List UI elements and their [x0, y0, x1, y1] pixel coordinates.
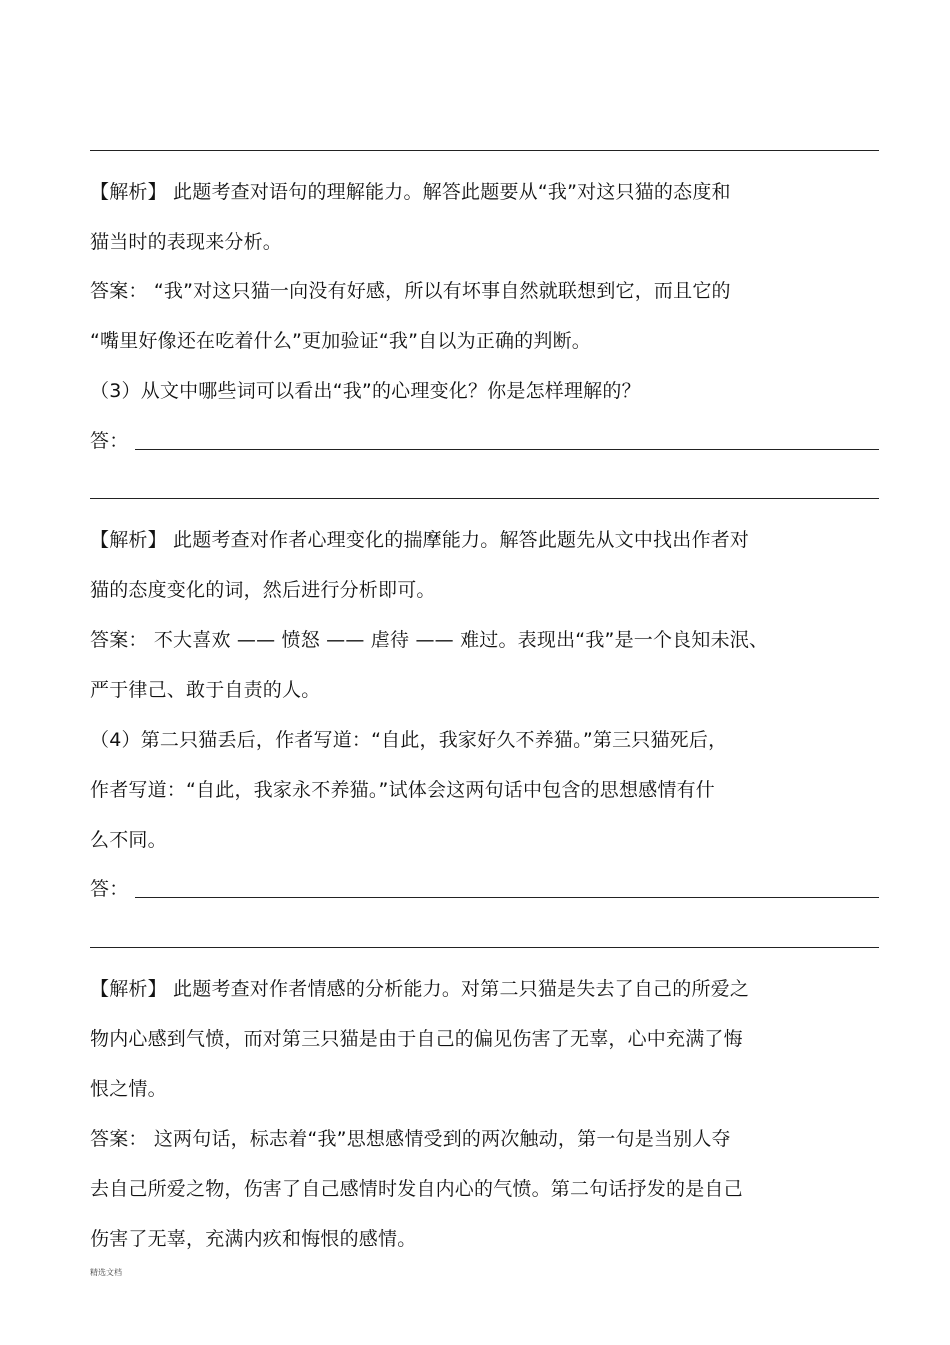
answer-4-content-line-3: 伤害了无辜，充满内疚和悔恨的感情。: [90, 1228, 417, 1250]
answer-3-content-line-1: 答案： 不大喜欢 —— 愤怒 —— 虐待 —— 难过。表现出“我”是一个良知未泯、: [90, 629, 769, 651]
footer-watermark: 精选文档: [90, 1268, 122, 1277]
answer-4-blank-line: [135, 897, 879, 898]
analysis-2-line-1: 【解析】 此题考查对语句的理解能力。解答此题要从“我”对这只猫的态度和: [90, 181, 731, 203]
question-4-line-2: 作者写道：“自此，我家永不养猫。”试体会这两句话中包含的思想感情有什: [90, 779, 715, 801]
answer-2-line-1: 答案： “我”对这只猫一向没有好感，所以有坏事自然就联想到它，而且它的: [90, 280, 731, 302]
answer-4-content-line-1: 答案： 这两句话，标志着“我”思想感情受到的两次触动，第一句是当别人夺: [90, 1128, 731, 1150]
question-4-line-1: （4）第二只猫丢后，作者写道：“自此，我家好久不养猫。”第三只猫死后，: [90, 729, 728, 751]
question-3: （3）从文中哪些词可以看出“我”的心理变化？你是怎样理解的？: [90, 380, 641, 402]
answer-4-content-line-2: 去自己所爱之物，伤害了自己感情时发自内心的气愤。第二句话抒发的是自己: [90, 1178, 743, 1200]
answer-3-row: [90, 429, 128, 453]
answer-3-blank-line-2: [90, 498, 879, 499]
answer-3-label: 答：: [90, 430, 129, 452]
question-4-line-3: 么不同。: [90, 829, 167, 851]
answer-2-line-2: “嘴里好像还在吃着什么”更加验证“我”自以为正确的判断。: [90, 330, 591, 352]
analysis-4-line-1: 【解析】 此题考查对作者情感的分析能力。对第二只猫是失去了自己的所爱之: [90, 978, 750, 1000]
analysis-2-line-2: 猫当时的表现来分析。: [90, 231, 283, 253]
answer-4-row: [90, 877, 128, 901]
answer-blank-line: [90, 150, 879, 151]
analysis-4-line-3: 恨之情。: [90, 1078, 167, 1100]
answer-3-blank-line: [135, 449, 879, 450]
answer-4-label: 答：: [90, 878, 129, 900]
analysis-3-line-2: 猫的态度变化的词，然后进行分析即可。: [90, 579, 436, 601]
answer-4-blank-line-2: [90, 947, 879, 948]
analysis-3-line-1: 【解析】 此题考查对作者心理变化的揣摩能力。解答此题先从文中找出作者对: [90, 529, 750, 551]
answer-3-content-line-2: 严于律己、敢于自责的人。: [90, 679, 321, 701]
analysis-4-line-2: 物内心感到气愤，而对第三只猫是由于自己的偏见伤害了无辜，心中充满了悔: [90, 1028, 743, 1050]
